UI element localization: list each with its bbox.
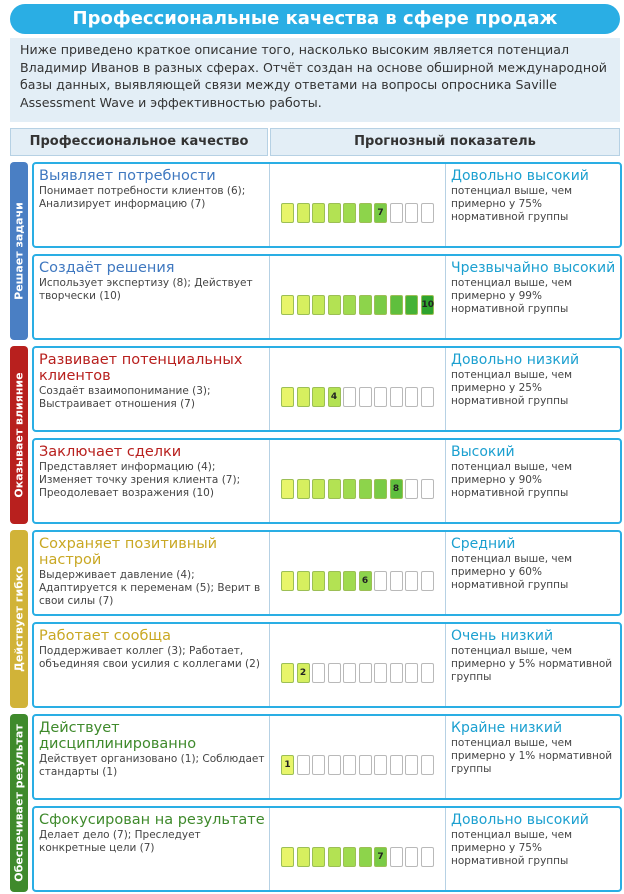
sten-box [359,387,372,407]
verdict-cell [447,440,620,522]
sten-box [328,479,341,499]
sten-scale [281,387,435,407]
sten-score-value: 2 [297,663,310,683]
sten-box [343,663,356,683]
sten-scale [281,479,435,499]
verdict-description: потенциал выше, чем примерно у 25% нормативной группы [451,369,572,407]
sten-box [374,479,387,499]
sten-box [312,479,325,499]
sten-box [359,295,372,315]
quality-description: Делает дело (7); Преследует конкретные цели (7) [39,829,201,854]
verdict-cell [447,716,620,798]
sten-box [328,663,341,683]
sten-score-value: 10 [421,295,434,315]
sten-box [405,387,418,407]
quality-cell [34,716,270,798]
column-header-score: Прогнозный показатель [270,128,620,156]
verdict-description: потенциал выше, чем примерно у 99% нормативной группы [451,277,572,315]
quality-title: Работает сообща [39,628,171,644]
group-label: Обеспечивает результат [12,724,26,882]
sten-box [359,479,372,499]
sten-box [312,571,325,591]
sten-box [281,295,294,315]
sten-scale [281,295,435,315]
verdict-cell [447,532,620,614]
sten-box [390,203,403,223]
sten-box [390,663,403,683]
sten-box [297,203,310,223]
sten-box [405,847,418,867]
verdict-description: потенциал выше, чем примерно у 60% нормативной группы [451,553,572,591]
sten-box [421,479,434,499]
sten-box [374,295,387,315]
column-header-quality: Профессиональное качество [10,128,268,156]
quality-cell [34,348,270,430]
sten-box [297,479,310,499]
quality-row [32,346,622,432]
group-label: Оказывает влияние [12,372,26,498]
sten-box [328,847,341,867]
sten-box [343,847,356,867]
page-title: Профессиональные качества в сфере продаж [10,4,620,34]
sten-box [374,387,387,407]
quality-description: Понимает потребности клиентов (6); Анализирует информацию (7) [39,185,246,210]
sten-box [312,295,325,315]
quality-title: Выявляет потребности [39,168,216,184]
quality-title: Сфокусирован на результате [39,812,265,828]
sten-box [421,387,434,407]
quality-cell [34,256,270,338]
quality-title: Заключает сделки [39,444,182,460]
group-sidebar [10,714,28,892]
score-cell [270,532,446,614]
sten-score-value: 4 [328,387,341,407]
score-cell [270,808,446,890]
sten-box [312,387,325,407]
verdict-cell [447,164,620,246]
sten-box [359,847,372,867]
sten-box [343,755,356,775]
sten-box [328,295,341,315]
sten-box [405,203,418,223]
quality-description: Создаёт взаимопонимание (3); Выстраивает отношения (7) [39,385,211,410]
quality-description: Представляет информацию (4); Изменяет точку зрения клиента (7); Преодолевает возражения (10) [39,461,241,499]
score-cell [270,256,446,338]
sten-box [390,847,403,867]
verdict-title: Крайне низкий [451,720,563,736]
sten-box [421,571,434,591]
sten-box [281,571,294,591]
quality-row [32,438,622,524]
sten-box [390,755,403,775]
group-label: Решает задачи [12,202,26,300]
sten-box [421,663,434,683]
sten-scale [281,755,435,775]
sten-box [374,663,387,683]
intro-text: Ниже приведено краткое описание того, насколько высоким является потенциал Владимир Иванов в разных сферах. Отчёт создан на основе обширной международной базы данных, выявляющей связи между ответами на вопросы опросника Saville Assessment Wave и эффективностью работы. [10,38,620,122]
quality-row [32,162,622,248]
sten-box [281,663,294,683]
sten-box [359,755,372,775]
sten-box [390,295,403,315]
verdict-title: Средний [451,536,516,552]
verdict-description: потенциал выше, чем примерно у 1% нормативной группы [451,737,613,775]
verdict-title: Чрезвычайно высокий [451,260,616,276]
quality-title: Развивает потенциальных клиентов [39,352,243,384]
sten-box [312,755,325,775]
verdict-cell [447,808,620,890]
quality-description: Действует организовано (1); Соблюдает стандарты (1) [39,753,265,778]
group-label: Действует гибко [12,566,26,672]
sten-box [297,571,310,591]
sten-box [421,755,434,775]
sten-score-value: 7 [374,847,387,867]
sten-box [405,295,418,315]
sten-scale [281,203,435,223]
sten-box [374,571,387,591]
sten-box [405,571,418,591]
verdict-cell [447,624,620,706]
sten-score-value: 6 [359,571,372,591]
sten-box [343,203,356,223]
sten-box [312,203,325,223]
sten-box [343,571,356,591]
sten-box [421,203,434,223]
sten-box [405,479,418,499]
sten-box [390,571,403,591]
sten-box [297,295,310,315]
verdict-cell [447,348,620,430]
sten-score-value: 7 [374,203,387,223]
sten-score-value: 1 [281,755,294,775]
verdict-title: Довольно высокий [451,168,589,184]
quality-title: Действует дисциплинированно [39,720,197,752]
sten-box [359,663,372,683]
group-sidebar [10,162,28,340]
verdict-description: потенциал выше, чем примерно у 90% нормативной группы [451,461,572,499]
sten-box [359,203,372,223]
sten-box [374,755,387,775]
sten-box [281,203,294,223]
quality-description: Выдерживает давление (4); Адаптируется к переменам (5); Верит в свои силы (7) [39,569,261,607]
sten-box [421,847,434,867]
sten-box [343,387,356,407]
verdict-title: Высокий [451,444,515,460]
sten-box [281,479,294,499]
sten-box [405,663,418,683]
quality-row [32,254,622,340]
sten-box [312,663,325,683]
verdict-description: потенциал выше, чем примерно у 75% нормативной группы [451,829,572,867]
sten-box [328,203,341,223]
quality-description: Использует экспертизу (8); Действует творчески (10) [39,277,253,302]
sten-box [281,847,294,867]
sten-box [390,387,403,407]
sten-box [297,387,310,407]
verdict-description: потенциал выше, чем примерно у 5% нормативной группы [451,645,613,683]
quality-row [32,806,622,892]
quality-cell [34,164,270,246]
group-sidebar [10,346,28,524]
verdict-title: Довольно высокий [451,812,589,828]
sten-box [328,755,341,775]
sten-box [405,755,418,775]
quality-cell [34,808,270,890]
sten-box [281,387,294,407]
quality-title: Создаёт решения [39,260,175,276]
verdict-description: потенциал выше, чем примерно у 75% нормативной группы [451,185,572,223]
sten-box [297,847,310,867]
sten-scale [281,663,435,683]
sten-box [328,571,341,591]
sten-box [343,479,356,499]
quality-row [32,530,622,616]
sten-box [312,847,325,867]
quality-cell [34,624,270,706]
sten-box [297,755,310,775]
quality-cell [34,440,270,522]
quality-row [32,714,622,800]
score-cell [270,164,446,246]
score-cell [270,716,446,798]
score-cell [270,348,446,430]
verdict-title: Довольно низкий [451,352,580,368]
quality-title: Сохраняет позитивный настрой [39,536,218,568]
sten-scale [281,571,435,591]
quality-row [32,622,622,708]
quality-cell [34,532,270,614]
quality-description: Поддерживает коллег (3); Работает, объединяя свои усилия с коллегами (2) [39,645,260,670]
sten-scale [281,847,435,867]
verdict-cell [447,256,620,338]
score-cell [270,624,446,706]
score-cell [270,440,446,522]
sten-score-value: 8 [390,479,403,499]
sten-box [343,295,356,315]
group-sidebar [10,530,28,708]
verdict-title: Очень низкий [451,628,554,644]
